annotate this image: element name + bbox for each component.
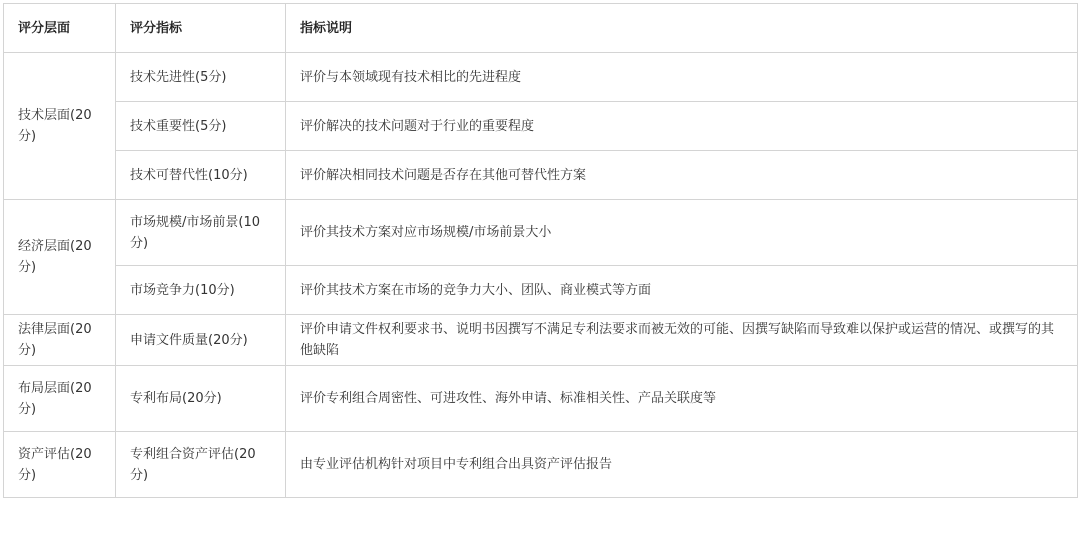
layer-cell: 经济层面(20分) (4, 200, 116, 315)
description-cell: 评价解决的技术问题对于行业的重要程度 (286, 102, 1078, 151)
table-row (4, 102, 1078, 151)
description-cell: 评价其技术方案在市场的竞争力大小、团队、商业模式等方面 (286, 266, 1078, 315)
description-cell: 评价专利组合周密性、可进攻性、海外申请、标准相关性、产品关联度等 (286, 366, 1078, 432)
indicator-cell: 市场规模/市场前景(10分) (116, 200, 286, 266)
table-row (4, 151, 1078, 200)
header-description: 指标说明 (286, 4, 1078, 53)
indicator-cell: 技术先进性(5分) (116, 53, 286, 102)
layer-cell: 布局层面(20分) (4, 366, 116, 432)
description-cell: 评价其技术方案对应市场规模/市场前景大小 (286, 200, 1078, 266)
table-row (4, 200, 1078, 266)
table-row (4, 432, 1078, 498)
evaluation-table (3, 3, 1078, 498)
description-cell: 评价解决相同技术问题是否存在其他可替代性方案 (286, 151, 1078, 200)
table-row (4, 315, 1078, 366)
layer-cell: 资产评估(20分) (4, 432, 116, 498)
table-header-row (4, 4, 1078, 53)
description-cell: 由专业评估机构针对项目中专利组合出具资产评估报告 (286, 432, 1078, 498)
description-cell: 评价申请文件权利要求书、说明书因撰写不满足专利法要求而被无效的可能、因撰写缺陷而导致难以保护或运营的情况、或撰写的其他缺陷 (286, 315, 1078, 366)
indicator-cell: 技术重要性(5分) (116, 102, 286, 151)
description-cell: 评价与本领域现有技术相比的先进程度 (286, 53, 1078, 102)
table-row (4, 366, 1078, 432)
indicator-cell: 市场竞争力(10分) (116, 266, 286, 315)
indicator-cell: 申请文件质量(20分) (116, 315, 286, 366)
table-row (4, 266, 1078, 315)
layer-cell: 法律层面(20分) (4, 315, 116, 366)
indicator-cell: 技术可替代性(10分) (116, 151, 286, 200)
indicator-cell: 专利组合资产评估(20分) (116, 432, 286, 498)
header-indicator: 评分指标 (116, 4, 286, 53)
indicator-cell: 专利布局(20分) (116, 366, 286, 432)
header-layer: 评分层面 (4, 4, 116, 53)
table-row (4, 53, 1078, 102)
layer-cell: 技术层面(20分) (4, 53, 116, 200)
